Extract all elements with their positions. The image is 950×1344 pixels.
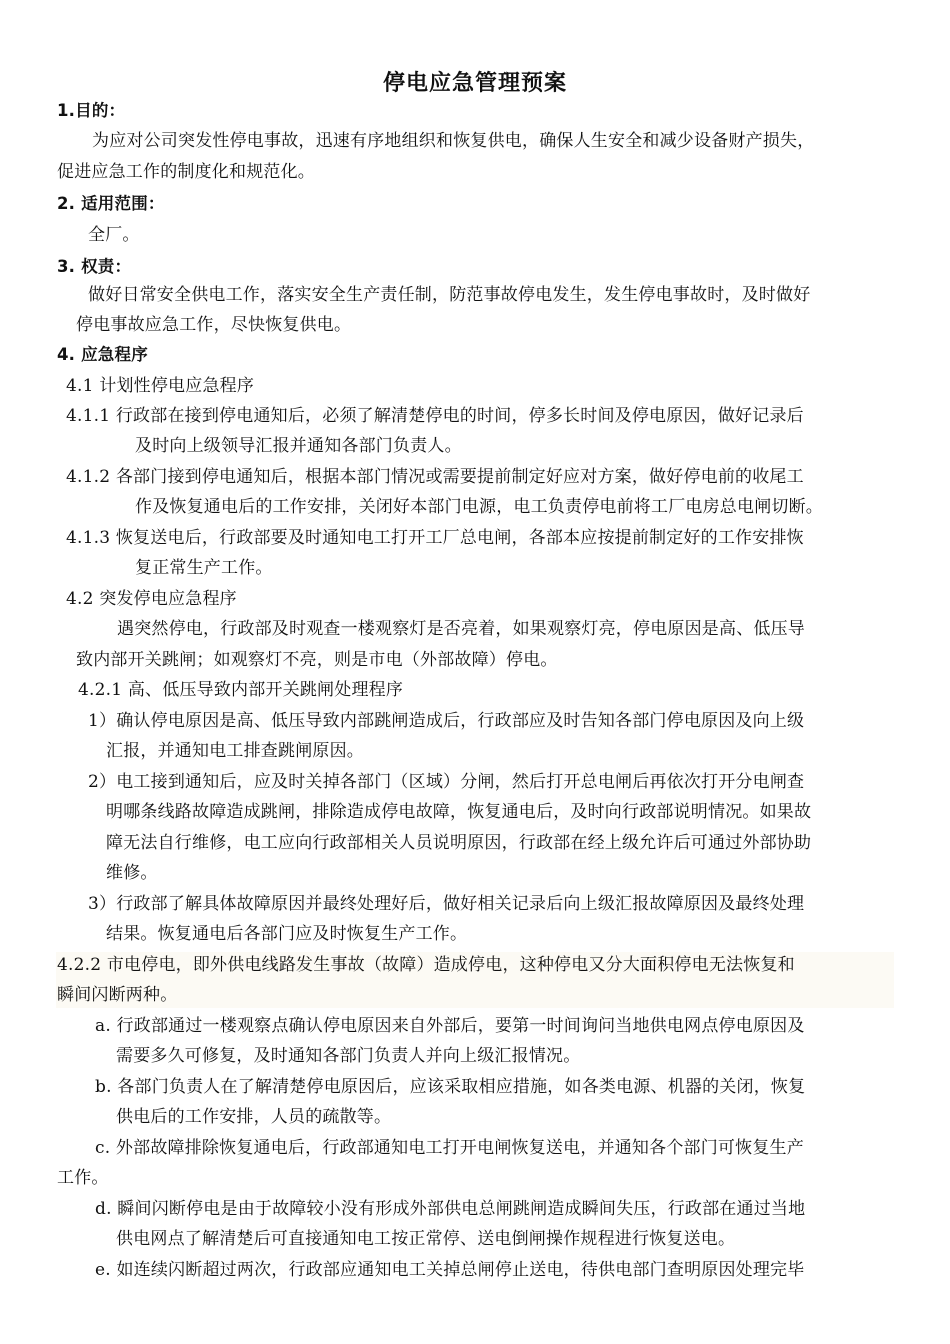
- paragraph-line: 4.1.2 各部门接到停电通知后，根据本部门情况或需要提前制定好应对方案，做好停电前的收尾工: [66, 467, 804, 487]
- paragraph-line: 障无法自行维修，电工应向行政部相关人员说明原因，行政部在经上级允许后可通过外部协助: [106, 833, 812, 853]
- paragraph-line: 4.1.3 恢复送电后，行政部要及时通知电工打开工厂总电闸，各部本应按提前制定好的工作安排恢: [66, 528, 804, 548]
- paragraph-line: 做好日常安全供电工作，落实安全生产责任制，防范事故停电发生，发生停电事故时，及时做好: [88, 285, 811, 305]
- paragraph-line: 维修。: [106, 863, 158, 883]
- subsection-heading: 4.2.2 市电停电，即外供电线路发生事故（故障）造成停电，这种停电又分大面积停电无法恢复和: [57, 955, 795, 975]
- paragraph-line: 复正常生产工作。: [135, 558, 273, 578]
- paragraph-line: 停电事故应急工作，尽快恢复供电。: [76, 315, 352, 335]
- paragraph-line: b. 各部门负责人在了解清楚停电原因后，应该采取相应措施，如各类电源、机器的关闭，恢复: [95, 1077, 806, 1097]
- paragraph-line: 2）电工接到通知后，应及时关掉各部门（区域）分闸，然后打开总电闸后再依次打开分电闸查: [88, 772, 805, 792]
- paragraph-line: 为应对公司突发性停电事故，迅速有序地组织和恢复供电，确保人生安全和减少设备财产损失，: [92, 131, 815, 151]
- paragraph-line: 及时向上级领导汇报并通知各部门负责人。: [135, 436, 462, 456]
- subsection-heading: 4.2 突发停电应急程序: [66, 589, 237, 609]
- paragraph-line: a. 行政部通过一楼观察点确认停电原因来自外部后，要第一时间询问当地供电网点停电原因及: [95, 1016, 805, 1036]
- paragraph-line: 结果。恢复通电后各部门应及时恢复生产工作。: [106, 924, 468, 944]
- section-heading: 3. 权责：: [57, 257, 132, 276]
- paragraph-line: 供电网点了解清楚后可直接通知电工按正常停、送电倒闸操作规程进行恢复送电。: [116, 1229, 736, 1249]
- paragraph-line: 促进应急工作的制度化和规范化。: [57, 162, 315, 182]
- subsection-heading: 4.2.1 高、低压导致内部开关跳闸处理程序: [78, 680, 404, 700]
- subsection-heading: 4.1 计划性停电应急程序: [66, 376, 255, 396]
- paragraph-line: 汇报，并通知电工排查跳闸原因。: [106, 741, 364, 761]
- paragraph-line: 3）行政部了解具体故障原因并最终处理好后，做好相关记录后向上级汇报故障原因及最终处理: [88, 894, 805, 914]
- paragraph-line: c. 外部故障排除恢复通电后，行政部通知电工打开电闸恢复送电，并通知各个部门可恢复生产: [95, 1138, 804, 1158]
- paragraph-line: 作及恢复通电后的工作安排，关闭好本部门电源，电工负责停电前将工厂电房总电闸切断。: [135, 497, 823, 517]
- section-heading: 2. 适用范围：: [57, 194, 165, 213]
- paragraph-line: 瞬间闪断两种。: [57, 985, 178, 1005]
- section-heading: 1.目的：: [57, 101, 126, 120]
- paragraph-line: 全厂。: [88, 225, 140, 245]
- paragraph-line: 明哪条线路故障造成跳闸，排除造成停电故障，恢复通电后，及时向行政部说明情况。如果故: [106, 802, 812, 822]
- paragraph-line: 供电后的工作安排，人员的疏散等。: [116, 1107, 392, 1127]
- paragraph-line: 致内部开关跳闸；如观察灯不亮，则是市电（外部故障）停电。: [76, 650, 558, 670]
- paragraph-line: 工作。: [57, 1168, 109, 1188]
- paragraph-line: e. 如连续闪断超过两次，行政部应通知电工关掉总闸停止送电，待供电部门查明原因处理完毕: [95, 1260, 805, 1280]
- paragraph-line: 遇突然停电，行政部及时观查一楼观察灯是否亮着，如果观察灯亮，停电原因是高、低压导: [117, 619, 805, 639]
- section-heading: 4. 应急程序: [57, 345, 148, 364]
- page-title: 停电应急管理预案: [382, 71, 567, 96]
- paragraph-line: 4.1.1 行政部在接到停电通知后，必须了解清楚停电的时间，停多长时间及停电原因，做好记录后: [66, 406, 804, 426]
- paragraph-line: 1）确认停电原因是高、低压导致内部跳闸造成后，行政部应及时告知各部门停电原因及向上级: [88, 711, 805, 731]
- paragraph-line: d. 瞬间闪断停电是由于故障较小没有形成外部供电总闸跳闸造成瞬间失压，行政部在通过当地: [95, 1199, 806, 1219]
- paragraph-line: 需要多久可修复，及时通知各部门负责人并向上级汇报情况。: [116, 1046, 581, 1066]
